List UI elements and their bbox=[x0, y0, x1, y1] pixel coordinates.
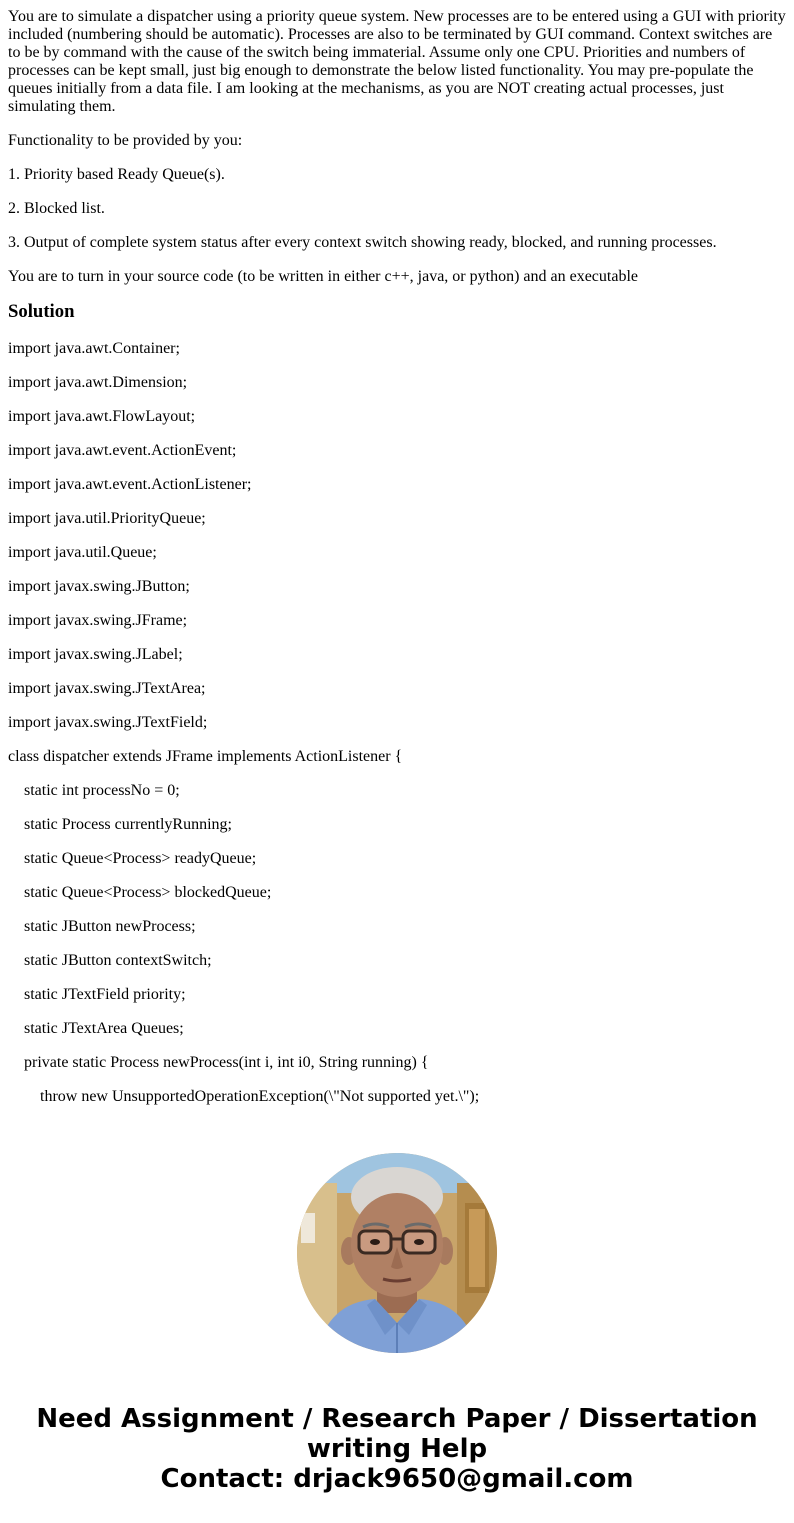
code-line: private static Process newProcess(int i, int i0, String running) { bbox=[8, 1054, 429, 1071]
code-line: import java.awt.event.ActionEvent; bbox=[8, 442, 237, 459]
code-line: import javax.swing.JLabel; bbox=[8, 646, 183, 663]
functionality-heading: Functionality to be provided by you: bbox=[8, 132, 243, 149]
promo-line: writing Help bbox=[306, 1434, 488, 1464]
solution-code bbox=[8, 340, 788, 1106]
promo-banner bbox=[0, 1404, 794, 1494]
code-line: import java.awt.Dimension; bbox=[8, 374, 188, 391]
code-line: import javax.swing.JTextField; bbox=[8, 714, 208, 731]
code-line: static JButton newProcess; bbox=[8, 918, 196, 935]
code-line: class dispatcher extends JFrame implements ActionListener { bbox=[8, 748, 403, 765]
requirement-item: 3. Output of complete system status after every context switch showing ready, blocked, and running processes. bbox=[8, 234, 717, 251]
code-line: import java.util.Queue; bbox=[8, 544, 157, 561]
code-line: import java.util.PriorityQueue; bbox=[8, 510, 206, 527]
promo-contact: Contact: drjack9650@gmail.com bbox=[160, 1464, 634, 1494]
code-line: static Queue<Process> readyQueue; bbox=[8, 850, 257, 867]
code-line: import javax.swing.JFrame; bbox=[8, 612, 188, 629]
code-line: import java.awt.event.ActionListener; bbox=[8, 476, 252, 493]
code-line: static JTextField priority; bbox=[8, 986, 186, 1003]
code-line: import javax.swing.JButton; bbox=[8, 578, 190, 595]
solution-heading: Solution bbox=[8, 301, 75, 322]
code-line: import java.awt.Container; bbox=[8, 340, 180, 357]
code-line: static JButton contextSwitch; bbox=[8, 952, 212, 969]
code-line: throw new UnsupportedOperationException(\"Not supported yet.\"); bbox=[8, 1088, 480, 1105]
code-line: import java.awt.FlowLayout; bbox=[8, 408, 196, 425]
author-portrait-image bbox=[297, 1153, 497, 1353]
code-line: static Process currentlyRunning; bbox=[8, 816, 232, 833]
question-closing: You are to turn in your source code (to be written in either c++, java, or python) and an executable bbox=[8, 268, 638, 285]
author-avatar bbox=[297, 1153, 497, 1353]
code-line: static JTextArea Queues; bbox=[8, 1020, 184, 1037]
question-intro: You are to simulate a dispatcher using a priority queue system. New processes are to be entered using a GUI with priority included (numbering should be automatic). Processes are also to be terminated by GUI command. Context switches are to be by command with the cause of the switch being immaterial. Assume only one CPU. Priorities and numbers of processes can be kept small, just big enough to demonstrate the below listed functionality. You may pre-populate the queues initially from a data file. I am looking at the mechanisms, as you are NOT creating actual processes, just simulating them. bbox=[8, 8, 786, 115]
promo-line: Need Assignment / Research Paper / Dissertation bbox=[36, 1404, 758, 1434]
document-body bbox=[8, 8, 788, 1122]
requirement-item: 1. Priority based Ready Queue(s). bbox=[8, 166, 225, 183]
requirement-item: 2. Blocked list. bbox=[8, 200, 105, 217]
code-line: static Queue<Process> blockedQueue; bbox=[8, 884, 272, 901]
code-line: static int processNo = 0; bbox=[8, 782, 180, 799]
code-line: import javax.swing.JTextArea; bbox=[8, 680, 206, 697]
